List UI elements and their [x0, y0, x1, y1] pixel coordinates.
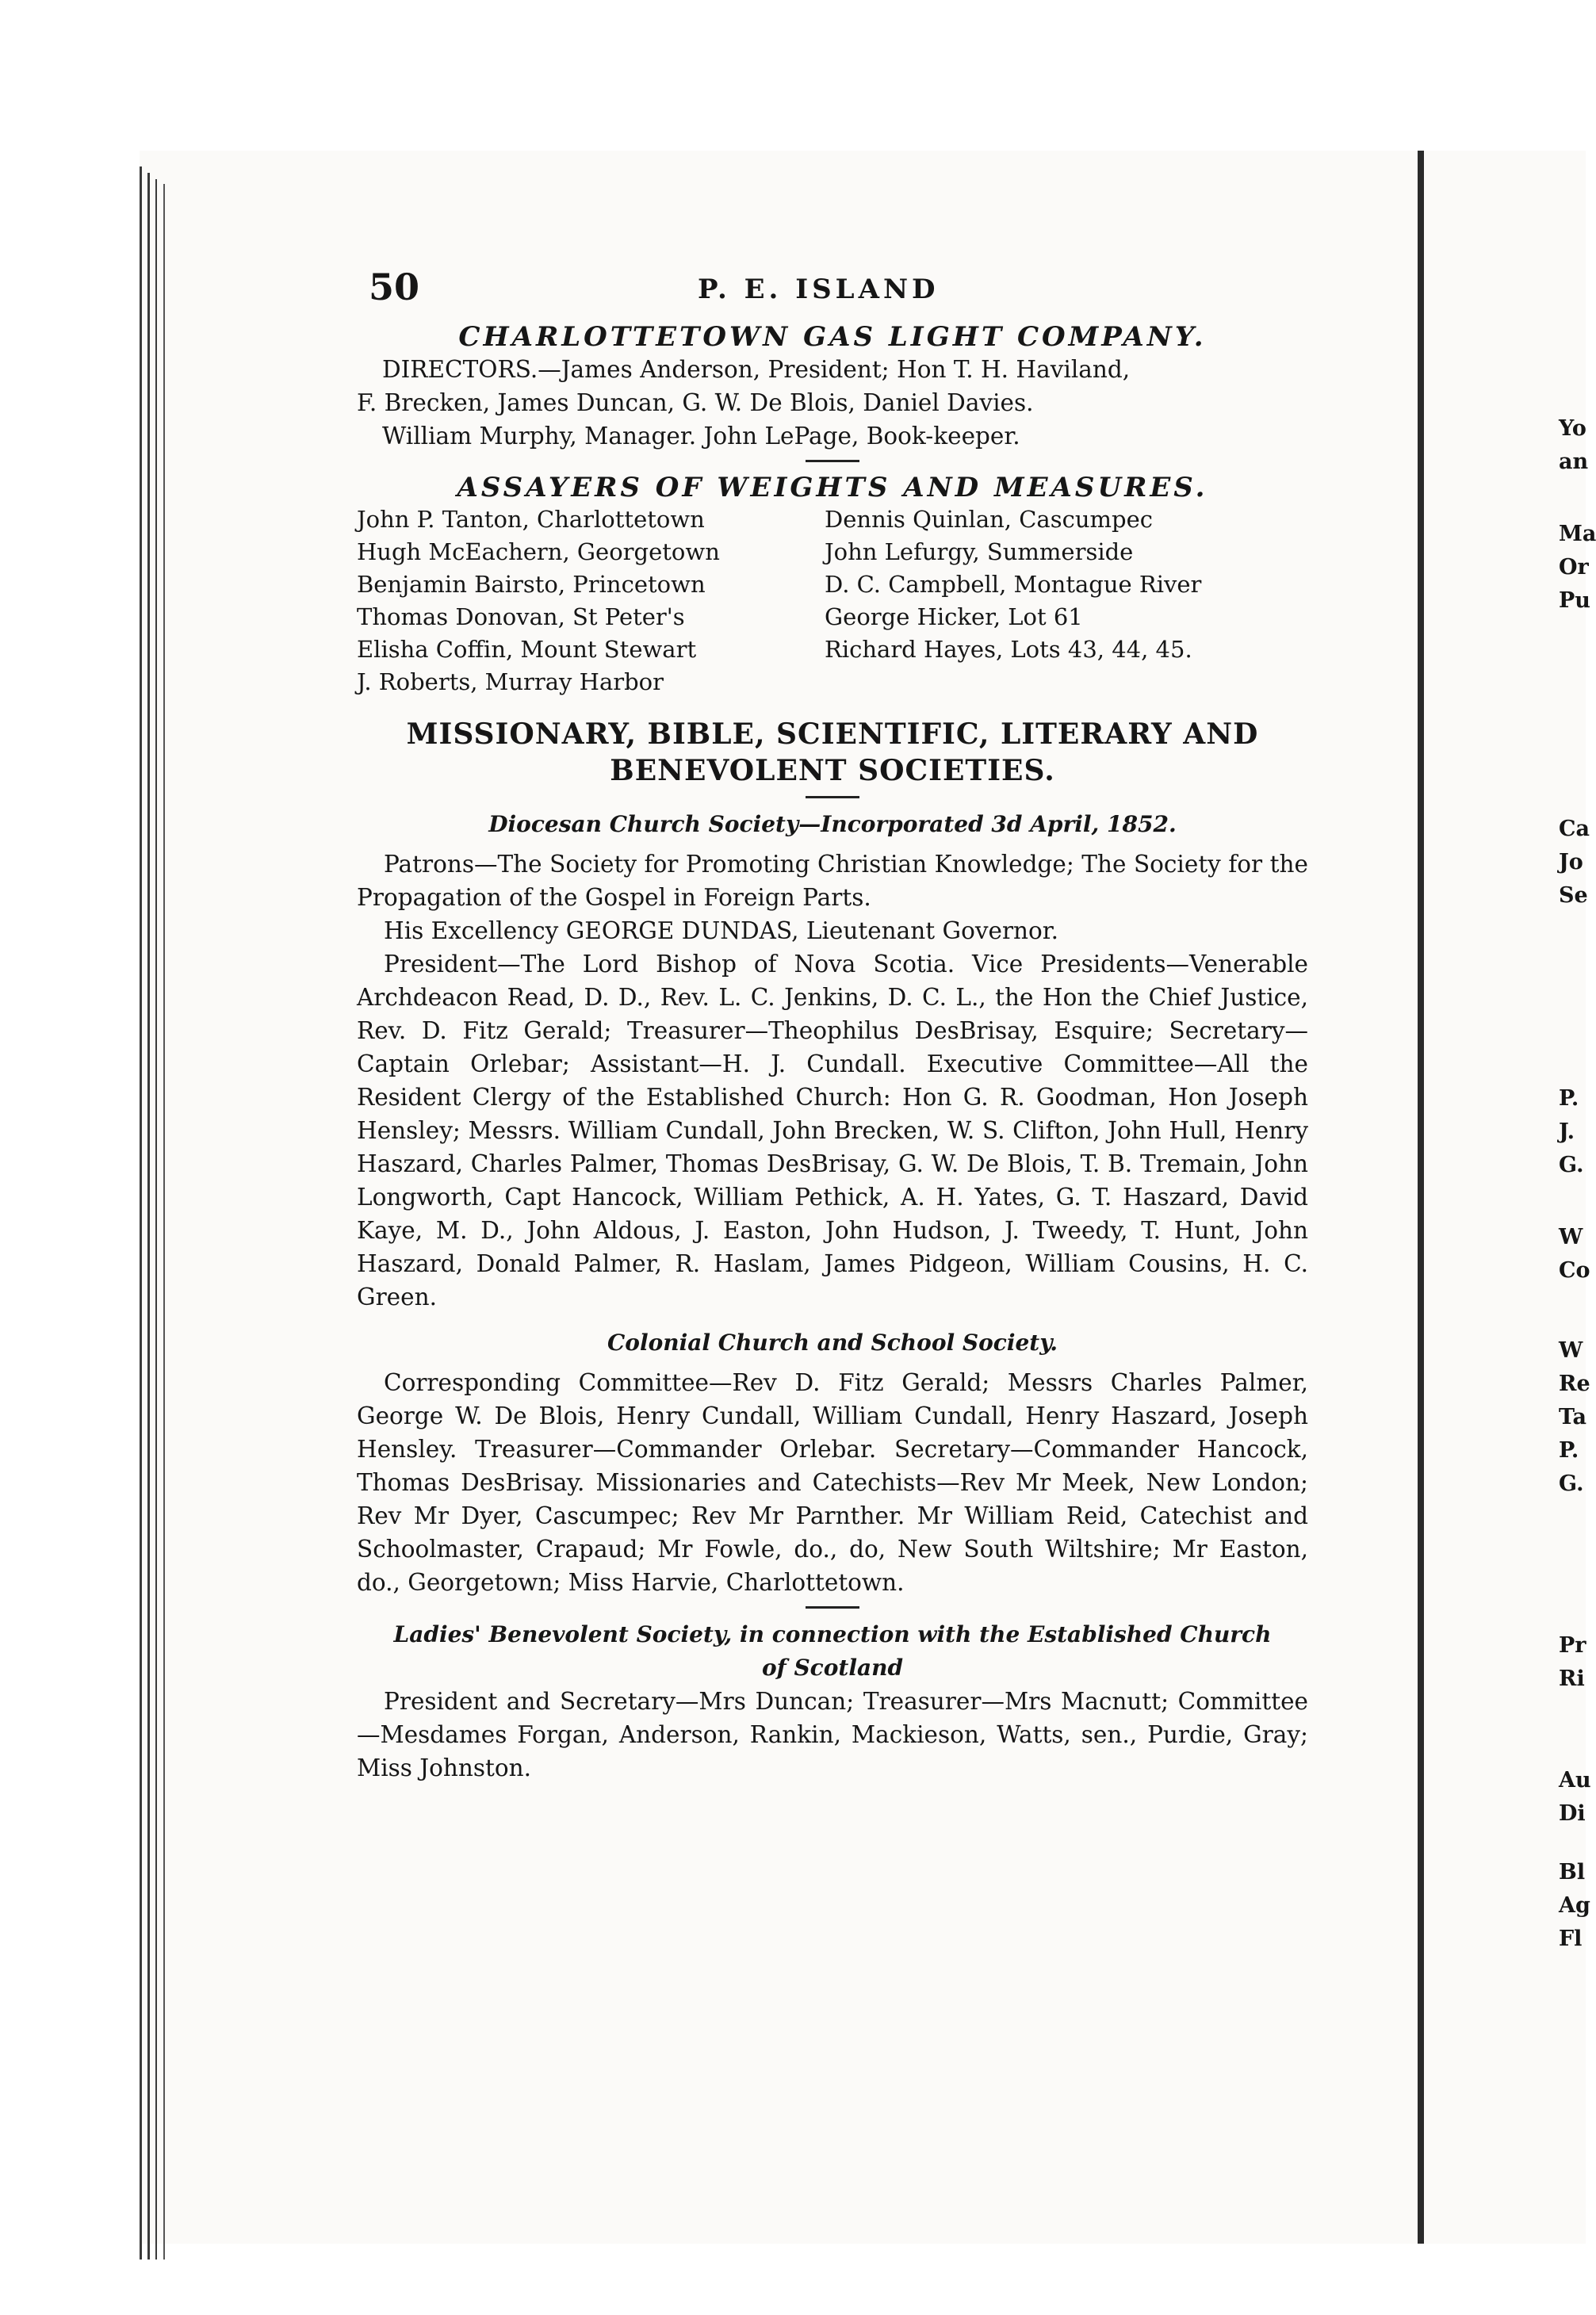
- assayer-entry: George Hicker, Lot 61: [825, 603, 1083, 630]
- margin-fragment: an: [1559, 450, 1589, 474]
- diocesan-title: Diocesan Church Society—Incorporated 3d April, 1852.: [488, 811, 1177, 837]
- margin-fragment: Jo: [1559, 850, 1583, 874]
- margin-fragment: G.: [1559, 1471, 1584, 1496]
- ladies-title-cont: of Scotland: [761, 1655, 904, 1681]
- page-edge: [155, 179, 157, 2260]
- margin-fragment: P.: [1559, 1438, 1579, 1463]
- margin-fragment: Pr: [1559, 1633, 1586, 1658]
- assayer-entry: D. C. Campbell, Montague River: [825, 571, 1202, 598]
- assayer-entry: Benjamin Bairsto, Princetown: [357, 571, 706, 598]
- margin-fragment: W: [1559, 1225, 1583, 1249]
- assayer-entry: Elisha Coffin, Mount Stewart: [357, 636, 697, 663]
- colonial-title: Colonial Church and School Society.: [607, 1330, 1058, 1356]
- margin-fragment: Ca: [1559, 817, 1590, 841]
- gas-company-title: CHARLOTTETOWN GAS LIGHT COMPANY.: [458, 321, 1207, 353]
- margin-fragment: Or: [1559, 555, 1589, 580]
- margin-fragment: Di: [1559, 1801, 1586, 1826]
- running-head: P. E. ISLAND: [698, 274, 940, 305]
- ladies-officers: President and Secretary—Mrs Duncan; Treasurer—Mrs Macnutt; Committee—Mesdames Forgan, Anderson, Rankin, Mackieson, Watts, sen., Purdie, Gray; Miss Johnston.: [357, 1688, 1308, 1781]
- assayer-entry: Richard Hayes, Lots 43, 44, 45.: [825, 636, 1192, 663]
- margin-fragment: W: [1559, 1338, 1583, 1363]
- diocesan-governor: His Excellency GEORGE DUNDAS, Lieutenant Governor.: [384, 917, 1059, 944]
- assayer-entry: Thomas Donovan, St Peter's: [357, 603, 685, 630]
- assayer-entry: J. Roberts, Murray Harbor: [357, 668, 664, 695]
- page-edge: [163, 184, 165, 2260]
- gas-company-directors-cont: F. Brecken, James Duncan, G. W. De Blois, Daniel Davies.: [357, 389, 1034, 416]
- diocesan-officers: President—The Lord Bishop of Nova Scotia. Vice Presidents—Venerable Archdeacon Read, D. D., Rev. L. C. Jenkins, D. C. L., the Hon the Chief Justice, Rev. D. Fitz Gerald; Treasurer—Theophilus DesBrisay, Esquire; Secretary—Captain Orlebar; Assistant—H. J. Cundall. Executive Committee—All the Resident Clergy of the Established Church: Hon G. R. Goodman, Hon Joseph Hensley; Messrs. William Cundall, John Brecken, W. S. Clifton, John Hull, Henry Haszard, Charles Palmer, Thomas DesBrisay, G. W. De Blois, T. B. Tremain, John Longworth, Capt Hancock, William Pethick, A. H. Yates, G. T. Haszard, David Kaye, M. D., John Aldous, J. Easton, John Hudson, J. Tweedy, T. Hunt, John Haszard, Donald Palmer, R. Haslam, James Pidgeon, William Cousins, H. C. Green.: [357, 951, 1308, 1311]
- margin-fragment: Bl: [1559, 1860, 1586, 1885]
- assayer-entry: John P. Tanton, Charlottetown: [357, 506, 705, 533]
- section-rule: [806, 796, 859, 798]
- page-edge: [147, 173, 150, 2260]
- assayer-entry: John Lefurgy, Summerside: [825, 538, 1134, 565]
- margin-fragment: Ma: [1559, 522, 1596, 546]
- margin-fragment: G.: [1559, 1153, 1584, 1177]
- margin-fragment: Au: [1559, 1768, 1591, 1793]
- ladies-title: Ladies' Benevolent Society, in connection with the Established Church: [393, 1621, 1272, 1647]
- page-content: [357, 266, 1308, 1785]
- gas-company-staff: William Murphy, Manager. John LePage, Book-keeper.: [382, 423, 1020, 450]
- margin-fragment: J.: [1559, 1119, 1575, 1144]
- gas-company-directors: DIRECTORS.—James Anderson, President; Hon T. H. Haviland,: [382, 356, 1131, 383]
- page-header: [357, 266, 1308, 321]
- margin-fragment: Se: [1559, 883, 1588, 908]
- assayer-entry: Dennis Quinlan, Cascumpec: [825, 506, 1153, 533]
- margin-fragment: Pu: [1559, 588, 1590, 613]
- margin-fragment: Re: [1559, 1372, 1590, 1396]
- assayers-title: ASSAYERS OF WEIGHTS AND MEASURES.: [457, 472, 1208, 503]
- page-edge: [140, 166, 142, 2260]
- colonial-officers: Corresponding Committee—Rev D. Fitz Gerald; Messrs Charles Palmer, George W. De Blois, Henry Cundall, William Cundall, Henry Haszard, Joseph Hensley. Treasurer—Commander Orlebar. Secretary—Commander Hancock, Thomas DesBrisay. Missionaries and Catechists—Rev Mr Meek, New London; Rev Mr Dyer, Cascumpec; Rev Mr Parnther. Mr William Reid, Catechist and Schoolmaster, Crapaud; Mr Fowle, do., do, New South Wiltshire; Mr Easton, do., Georgetown; Miss Harvie, Charlottetown.: [357, 1369, 1308, 1596]
- assayer-entry: Hugh McEachern, Georgetown: [357, 538, 720, 565]
- margin-fragment: Yo: [1559, 416, 1586, 441]
- societies-heading: MISSIONARY, BIBLE, SCIENTIFIC, LITERARY AND: [406, 717, 1259, 751]
- assayers-list: [357, 503, 1308, 698]
- margin-fragment: Ag: [1559, 1893, 1590, 1918]
- margin-fragment: P.: [1559, 1086, 1579, 1111]
- margin-fragment: Co: [1559, 1258, 1590, 1283]
- section-rule: [806, 1606, 859, 1609]
- page-number: 50: [369, 266, 420, 308]
- margin-fragment: Ta: [1559, 1405, 1587, 1429]
- societies-heading-cont: BENEVOLENT SOCIETIES.: [610, 754, 1055, 787]
- margin-fragment: Fl: [1559, 1927, 1583, 1951]
- margin-fragment: Ri: [1559, 1666, 1585, 1691]
- diocesan-patrons: Patrons—The Society for Promoting Christian Knowledge; The Society for the Propagation of the Gospel in Foreign Parts.: [357, 851, 1308, 911]
- section-rule: [806, 460, 859, 462]
